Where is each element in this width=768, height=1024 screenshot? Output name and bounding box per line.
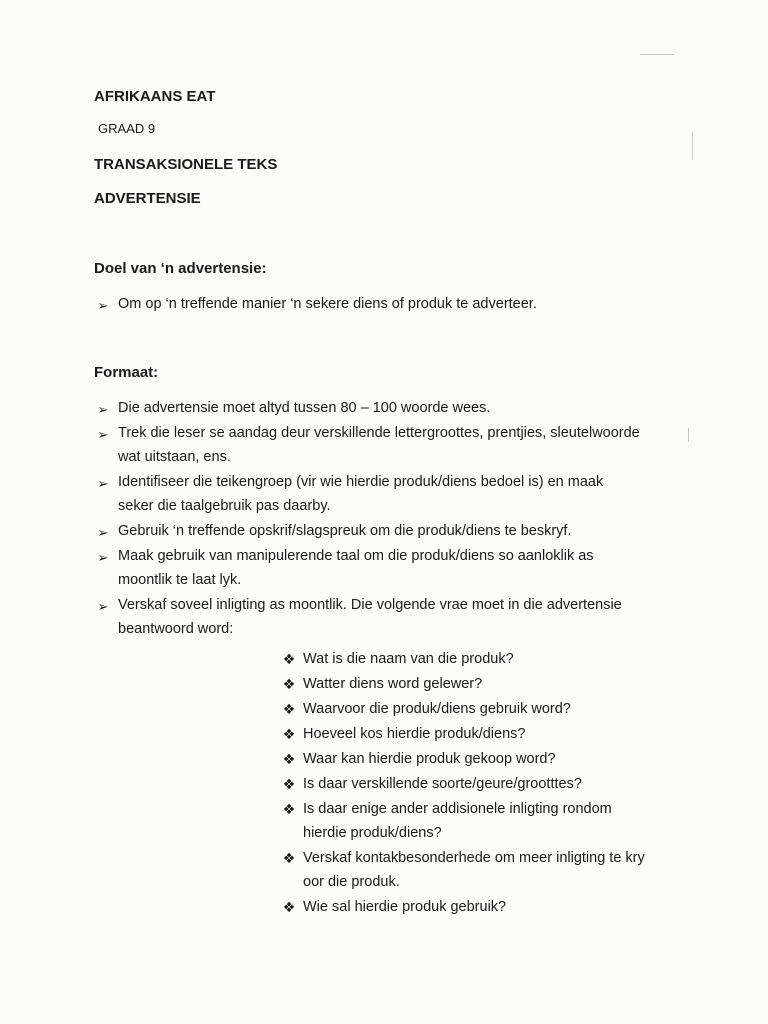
format-item-text: Die advertensie moet altyd tussen 80 – 100 woorde wees. bbox=[118, 400, 491, 416]
subject-title: AFRIKAANS EAT bbox=[94, 88, 216, 105]
arrow-bullet-icon: ➢ bbox=[97, 599, 109, 614]
purpose-item-text: Om op ‘n treffende manier ‘n sekere diens of produk te adverteer. bbox=[118, 296, 537, 312]
four-diamond-bullet-icon: ❖ bbox=[282, 651, 296, 667]
four-diamond-bullet-icon: ❖ bbox=[282, 701, 296, 717]
question-item-text: Verskaf kontakbesonderhede om meer inligting te kry bbox=[303, 850, 645, 866]
format-item-text: Gebruik ‘n treffende opskrif/slagspreuk om die produk/diens te beskryf. bbox=[118, 523, 572, 539]
format-item-text: Trek die leser se aandag deur verskillende lettergroottes, prentjies, sleutelwoorde bbox=[118, 425, 640, 441]
scan-artifact-line bbox=[692, 132, 693, 160]
format-heading: Formaat: bbox=[94, 364, 159, 381]
format-item-text: seker die taalgebruik pas daarby. bbox=[118, 498, 331, 514]
format-item-text: Verskaf soveel inligting as moontlik. Die volgende vrae moet in die advertensie bbox=[118, 597, 622, 613]
arrow-bullet-icon: ➢ bbox=[97, 427, 109, 442]
scan-artifact-line bbox=[640, 54, 674, 55]
four-diamond-bullet-icon: ❖ bbox=[282, 726, 296, 742]
question-item-text: Wat is die naam van die produk? bbox=[303, 651, 514, 667]
four-diamond-bullet-icon: ❖ bbox=[282, 751, 296, 767]
arrow-bullet-icon: ➢ bbox=[97, 402, 109, 417]
arrow-bullet-icon: ➢ bbox=[97, 298, 109, 313]
question-item-text: Is daar enige ander addisionele inligting rondom bbox=[303, 801, 612, 817]
four-diamond-bullet-icon: ❖ bbox=[282, 776, 296, 792]
document-type-title: ADVERTENSIE bbox=[94, 190, 201, 207]
arrow-bullet-icon: ➢ bbox=[97, 525, 109, 540]
format-item-text: Identifiseer die teikengroep (vir wie hierdie produk/diens bedoel is) en maak bbox=[118, 474, 604, 490]
question-item-text: Hoeveel kos hierdie produk/diens? bbox=[303, 726, 526, 742]
grade-label: GRAAD 9 bbox=[98, 121, 156, 136]
question-item-text: hierdie produk/diens? bbox=[303, 825, 442, 841]
question-item-text: Is daar verskillende soorte/geure/grootttes? bbox=[303, 776, 582, 792]
question-item-text: Waar kan hierdie produk gekoop word? bbox=[303, 751, 556, 767]
format-item-text: Maak gebruik van manipulerende taal om die produk/diens so aanloklik as bbox=[118, 548, 594, 564]
four-diamond-bullet-icon: ❖ bbox=[282, 676, 296, 692]
question-item-text: Wie sal hierdie produk gebruik? bbox=[303, 899, 507, 915]
format-item-text: beantwoord word: bbox=[118, 621, 234, 637]
scan-artifact-line bbox=[688, 428, 689, 442]
arrow-bullet-icon: ➢ bbox=[97, 476, 109, 491]
purpose-heading: Doel van ‘n advertensie: bbox=[94, 260, 267, 277]
four-diamond-bullet-icon: ❖ bbox=[282, 801, 296, 817]
topic-title: TRANSAKSIONELE TEKS bbox=[94, 156, 278, 173]
question-item-text: Watter diens word gelewer? bbox=[303, 676, 483, 692]
four-diamond-bullet-icon: ❖ bbox=[282, 899, 296, 915]
question-item-text: oor die produk. bbox=[303, 874, 400, 890]
format-item-text: moontlik te laat lyk. bbox=[118, 572, 242, 588]
arrow-bullet-icon: ➢ bbox=[97, 550, 109, 565]
four-diamond-bullet-icon: ❖ bbox=[282, 850, 296, 866]
format-item-text: wat uitstaan, ens. bbox=[118, 449, 231, 465]
question-item-text: Waarvoor die produk/diens gebruik word? bbox=[303, 701, 571, 717]
